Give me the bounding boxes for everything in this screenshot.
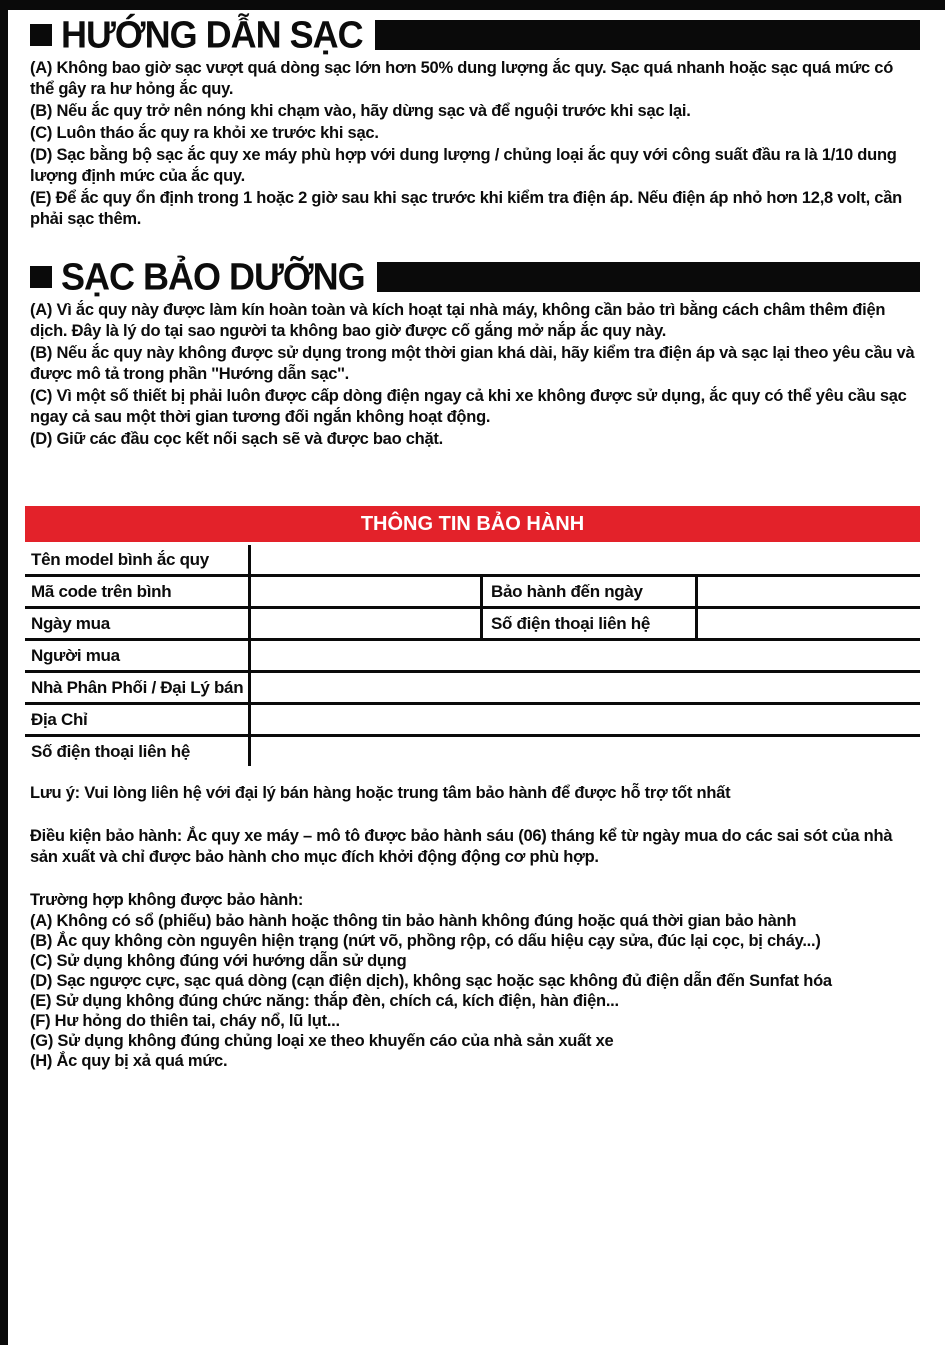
table-row-purchase-date bbox=[25, 609, 920, 641]
top-edge-bar bbox=[0, 0, 945, 10]
row-value-blank bbox=[251, 705, 920, 734]
row-label-2: Số điện thoại liên hệ bbox=[483, 609, 698, 638]
charging-item: (A) Không bao giờ sạc vượt quá dòng sạc lớn hơn 50% dung lượng ắc quy. Sạc quá nhanh hoặc sạc quá mức có thể gây ra hư hỏng ắc quy. bbox=[30, 59, 894, 98]
row-value-blank bbox=[251, 737, 920, 766]
exclusion-item: (D) Sạc ngược cực, sạc quá dòng (cạn điện dịch), không sạc hoặc sạc không đủ điện dẫn đến Sunfat hóa bbox=[30, 972, 832, 990]
section-title-bar bbox=[375, 20, 920, 50]
row-value-blank bbox=[251, 641, 920, 670]
row-value-blank bbox=[251, 609, 483, 638]
warranty-table bbox=[25, 506, 920, 766]
row-label: Ngày mua bbox=[25, 609, 251, 638]
maintenance-item: (D) Giữ các đầu cọc kết nối sạch sẽ và được bao chặt. bbox=[30, 430, 444, 448]
maintenance-item: (C) Vì một số thiết bị phải luôn được cấp dòng điện ngay cả khi xe không được sử dụng, ắc quy có thể yêu cầu sạc ngay cả sau một thời gian tương đối ngắn không hoạt động. bbox=[30, 387, 907, 426]
row-label: Tên model bình ắc quy bbox=[25, 545, 251, 574]
exclusion-item: (B) Ắc quy không còn nguyên hiện trạng (nứt võ, phồng rộp, có dấu hiệu cạy sửa, đúc lại cọc, bị cháy...) bbox=[30, 932, 821, 950]
row-value-2-blank bbox=[698, 577, 920, 606]
row-value-blank bbox=[251, 673, 920, 702]
exclusion-item: (G) Sử dụng không đúng chủng loại xe theo khuyến cáo của nhà sản xuất xe bbox=[30, 1032, 614, 1050]
table-row-model bbox=[25, 545, 920, 577]
exclusion-item: (C) Sử dụng không đúng với hướng dẫn sử dụng bbox=[30, 952, 407, 970]
section-title-maintenance: SẠC BẢO DƯỠNG bbox=[61, 254, 365, 298]
row-value-2-blank bbox=[698, 609, 920, 638]
exclusion-item: (A) Không có sổ (phiếu) bảo hành hoặc thông tin bảo hành không đúng hoặc quá thời gian bảo hành bbox=[30, 912, 797, 930]
support-note: Lưu ý: Vui lòng liên hệ với đại lý bán hàng hoặc trung tâm bảo hành để được hỗ trợ tốt nhất bbox=[30, 784, 731, 802]
exclusions-title: Trường hợp không được bảo hành: bbox=[30, 891, 304, 909]
row-label: Mã code trên bình bbox=[25, 577, 251, 606]
table-row-buyer bbox=[25, 641, 920, 673]
row-label: Nhà Phân Phối / Đại Lý bán bbox=[25, 673, 251, 702]
exclusion-item: (E) Sử dụng không đúng chức năng: thắp đèn, chích cá, kích điện, hàn điện... bbox=[30, 992, 619, 1010]
row-label-2: Bảo hành đến ngày bbox=[483, 577, 698, 606]
row-value-blank bbox=[251, 545, 920, 574]
charging-item: (D) Sạc bằng bộ sạc ắc quy xe máy phù hợp với dung lượng / chủng loại ắc quy với công suất đầu ra là 1/10 dung lượng định mức của ắc quy. bbox=[30, 146, 897, 185]
charging-item: (E) Để ắc quy ổn định trong 1 hoặc 2 giờ sau khi sạc trước khi kiểm tra điện áp. Nếu điện áp nhỏ hơn 12,8 volt, cần phải sạc thêm. bbox=[30, 189, 902, 228]
table-row-phone bbox=[25, 737, 920, 766]
maintenance-item: (A) Vì ắc quy này được làm kín hoàn toàn và kích hoạt tại nhà máy, không cần bảo trì bằng cách châm thêm điện dịch. Đây là lý do tại sao người ta không bao giờ được cố gắng mở nắp ắc quy này. bbox=[30, 301, 886, 340]
square-bullet-icon bbox=[30, 266, 52, 288]
page-content bbox=[30, 10, 920, 1071]
row-label: Người mua bbox=[25, 641, 251, 670]
exclusion-item: (H) Ắc quy bị xả quá mức. bbox=[30, 1052, 228, 1070]
charging-item: (B) Nếu ắc quy trở nên nóng khi chạm vào, hãy dừng sạc và để nguội trước khi sạc lại. bbox=[30, 102, 691, 120]
section-header-charging bbox=[30, 12, 920, 56]
table-row-code bbox=[25, 577, 920, 609]
table-row-distributor bbox=[25, 673, 920, 705]
section-title-bar bbox=[377, 262, 920, 292]
section-title-charging: HƯỚNG DẪN SẠC bbox=[61, 12, 363, 56]
charging-item: (C) Luôn tháo ắc quy ra khỏi xe trước khi sạc. bbox=[30, 124, 379, 142]
left-edge-bar bbox=[0, 0, 8, 1345]
row-label: Địa Chỉ bbox=[25, 705, 251, 734]
exclusion-item: (F) Hư hỏng do thiên tai, cháy nổ, lũ lụt... bbox=[30, 1012, 340, 1030]
maintenance-item: (B) Nếu ắc quy này không được sử dụng trong một thời gian khá dài, hãy kiểm tra điện áp và sạc lại theo yêu cầu và được mô tả trong phần ''Hướng dẫn sạc''. bbox=[30, 344, 915, 383]
row-label: Số điện thoại liên hệ bbox=[25, 737, 251, 766]
warranty-table-header bbox=[25, 506, 920, 542]
warranty-conditions: Điều kiện bảo hành: Ắc quy xe máy – mô tô được bảo hành sáu (06) tháng kể từ ngày mua do các sai sót của nhà sản xuất và chỉ được bảo hành cho mục đích khởi động động cơ phù hợp. bbox=[30, 827, 893, 866]
row-value-blank bbox=[251, 577, 483, 606]
warranty-table-title: THÔNG TIN BẢO HÀNH bbox=[360, 512, 585, 535]
square-bullet-icon bbox=[30, 24, 52, 46]
table-row-address bbox=[25, 705, 920, 737]
section-header-maintenance bbox=[30, 254, 920, 298]
